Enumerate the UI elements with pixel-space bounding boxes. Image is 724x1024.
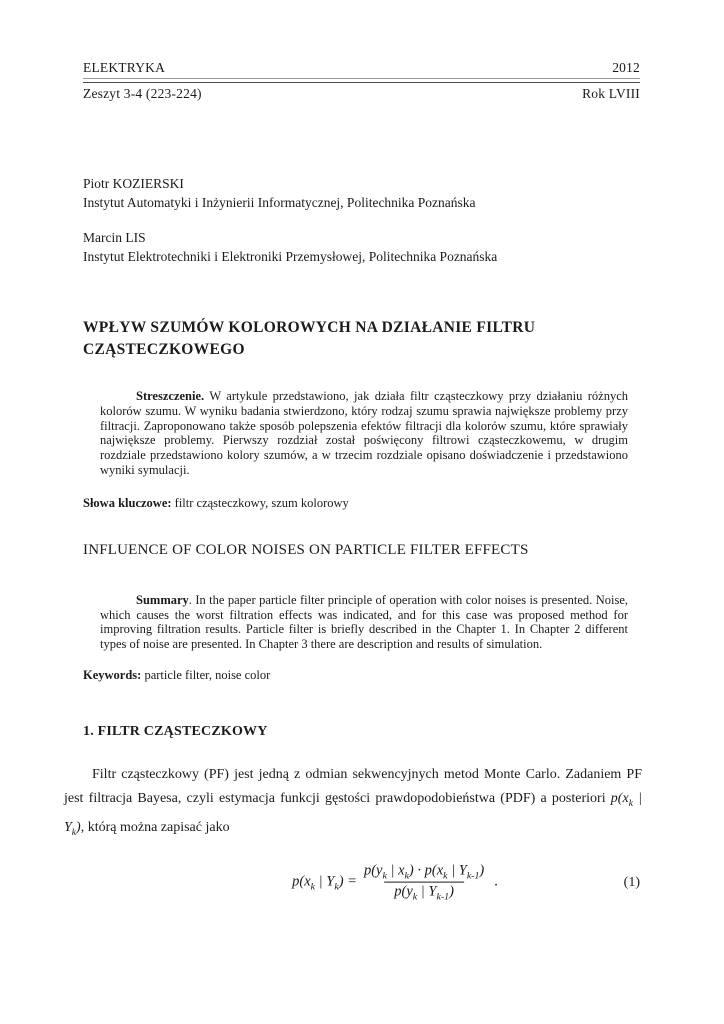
fraction-numerator: $p(y_k$ | $x_k) \cdot p(x_k$ | $Y_{k-1}$) <box>363 862 485 882</box>
author-block <box>83 174 640 212</box>
keywords-pl <box>83 496 640 511</box>
paper-title-pl: WPŁYW SZUMÓW KOLOROWYCH NA DZIAŁANIE FILTRU CZĄSTECZKOWEGO <box>83 319 536 358</box>
abstract-en-label: Summary <box>136 592 189 607</box>
equation <box>64 855 642 911</box>
section-heading: 1. FILTR CZĄSTECZKOWY <box>83 723 268 739</box>
equation-lhs: $p(x_k$ | $Y_k$) = <box>292 873 357 892</box>
journal-header <box>83 60 640 102</box>
fraction-denominator: $p(y_k$ | $Y_{k-1}$) <box>384 882 464 903</box>
paragraph-text-after: , którą można zapisać jako <box>80 819 230 835</box>
author-affiliation: Instytut Elektrotechniki i Elektroniki Przemysłowej, Politechnika Poznańska <box>83 249 498 264</box>
paper-title-en: INFLUENCE OF COLOR NOISES ON PARTICLE FILTER EFFECTS <box>83 541 529 558</box>
abstract-pl-label: Streszczenie. <box>136 389 205 403</box>
journal-header-row-1 <box>83 60 640 76</box>
equation-period: . <box>494 874 498 891</box>
header-rule <box>83 78 640 83</box>
author-name: Piotr KOZIERSKI <box>83 176 184 191</box>
journal-name: ELEKTRYKA <box>83 60 166 75</box>
abstract-pl-text: W artykule przedstawiono, jak działa filtr cząsteczkowy przy działaniu różnych kolorów szumu. W wyniku badania stwierdzono, który rodzaj szumu sprawia największe problemy przy filtracji. Zaproponowano także sposób polepszenia efektów filtracji dla kolorów szumu, które sprawiały największe problemy. Pierwszy rozdział został poświęcony filtrowi cząsteczkowemu, w drugim rozdziale przedstawiono kolory szumów, a w trzecim rozdziale opisano doświadczenie i przedstawiono wyniki symulacji. <box>100 389 628 477</box>
journal-volume: Rok LVIII <box>582 86 640 101</box>
keywords-pl-label: Słowa kluczowe: <box>83 495 172 510</box>
keywords-en <box>83 668 640 683</box>
author-affiliation: Instytut Automatyki i Inżynierii Informatycznej, Politechnika Poznańska <box>83 195 476 210</box>
keywords-en-label: Keywords: <box>83 667 142 682</box>
equation-number: (1) <box>623 874 640 890</box>
equation-fraction <box>360 862 488 903</box>
body-paragraph <box>64 763 642 845</box>
keywords-pl-text: filtr cząsteczkowy, szum kolorowy <box>171 495 349 510</box>
keywords-en-text: particle filter, noise color <box>141 667 271 682</box>
inline-math: $p(x_k$ | $Y_k$) <box>64 790 642 838</box>
journal-year: 2012 <box>612 60 640 75</box>
author-block <box>83 228 640 266</box>
author-name: Marcin LIS <box>83 230 146 245</box>
paragraph-text-before: Filtr cząsteczkowy (PF) jest jedną z odmian sekwencyjnych metod Monte Carlo. Zadaniem PF jest filtracja Bayesa, czyli estymacja funkcji gęstości prawdopodobieństwa (PDF) a posteriori <box>64 766 642 806</box>
journal-issue: Zeszyt 3-4 (223-224) <box>83 86 202 101</box>
equation-body <box>292 862 498 903</box>
abstract-en-text: . In the paper particle filter principle of operation with color noises is presented. Noise, which causes the worst filtration effects was indicated, and for this case was proposed method for improving filtration results. Particle filter is briefly described in the Chapter 1. In Chapter 2 different types of noise are presented. In Chapter 3 there are description and results of simulation. <box>100 592 628 652</box>
journal-header-row-2 <box>83 86 640 102</box>
authors-block <box>83 174 640 266</box>
abstract-en <box>100 593 628 652</box>
abstract-pl <box>100 389 628 478</box>
